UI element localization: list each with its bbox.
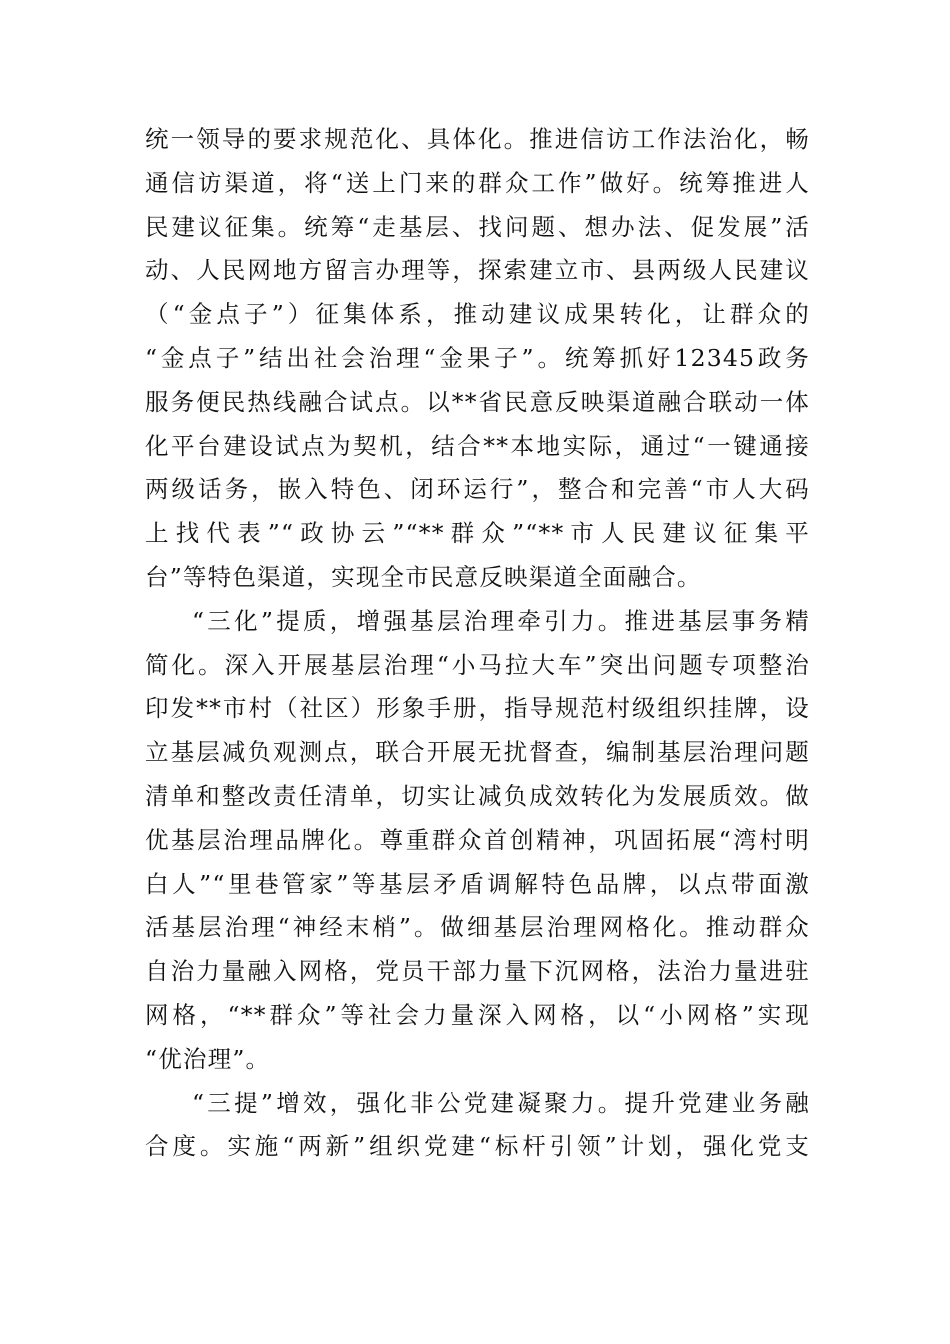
text-line: 合度。实施“两新”组织党建“标杆引领”计划，强化党支 (145, 1132, 810, 1161)
text-line: 网格，“**群众”等社会力量深入网格，以“小网格”实现 (145, 1000, 810, 1029)
text-line: 清单和整改责任清单，切实让减负成效转化为发展质效。做 (145, 781, 810, 810)
text-line: 立基层减负观测点，联合开展无扰督查，编制基层治理问题 (145, 738, 810, 767)
text-line: “三提”增效，强化非公党建凝聚力。提升党建业务融 (192, 1088, 810, 1117)
text-line: 上找代表”“政协云”“**群众”“**市人民建议征集平 (145, 519, 810, 548)
text-line: 印发**市村（社区）形象手册，指导规范村级组织挂牌，设 (145, 694, 810, 723)
text-line: 统一领导的要求规范化、具体化。推进信访工作法治化，畅 (145, 125, 810, 153)
text-line: “优治理”。 (145, 1044, 271, 1073)
text-line: “金点子”结出社会治理“金果子”。统筹抓好12345政务 (145, 343, 810, 372)
text-line: “三化”提质，增强基层治理牵引力。推进基层事务精 (192, 606, 810, 635)
text-line: （“金点子”）征集体系，推动建议成果转化，让群众的 (145, 300, 810, 329)
text-line: 化平台建设试点为契机，结合**本地实际，通过“一键通接 (145, 431, 810, 460)
text-line: 优基层治理品牌化。尊重群众首创精神，巩固拓展“湾村明 (145, 825, 810, 854)
text-line: 白人”“里巷管家”等基层矛盾调解特色品牌，以点带面激 (145, 869, 810, 898)
text-line: 服务便民热线融合试点。以**省民意反映渠道融合联动一体 (145, 387, 810, 416)
text-line: 民建议征集。统筹“走基层、找问题、想办法、促发展”活 (145, 212, 810, 241)
text-line: 活基层治理“神经末梢”。做细基层治理网格化。推动群众 (145, 913, 810, 942)
text-line: 动、人民网地方留言办理等，探索建立市、县两级人民建议 (145, 256, 810, 285)
text-line: 自治力量融入网格，党员干部力量下沉网格，法治力量进驻 (145, 957, 810, 986)
text-line: 通信访渠道，将“送上门来的群众工作”做好。统筹推进人 (145, 168, 810, 197)
text-line: 台”等特色渠道，实现全市民意反映渠道全面融合。 (145, 562, 702, 591)
text-line: 两级话务，嵌入特色、闭环运行”，整合和完善“市人大码 (145, 475, 810, 504)
text-line: 简化。深入开展基层治理“小马拉大车”突出问题专项整治 (145, 650, 810, 679)
document-body (145, 118, 810, 1169)
